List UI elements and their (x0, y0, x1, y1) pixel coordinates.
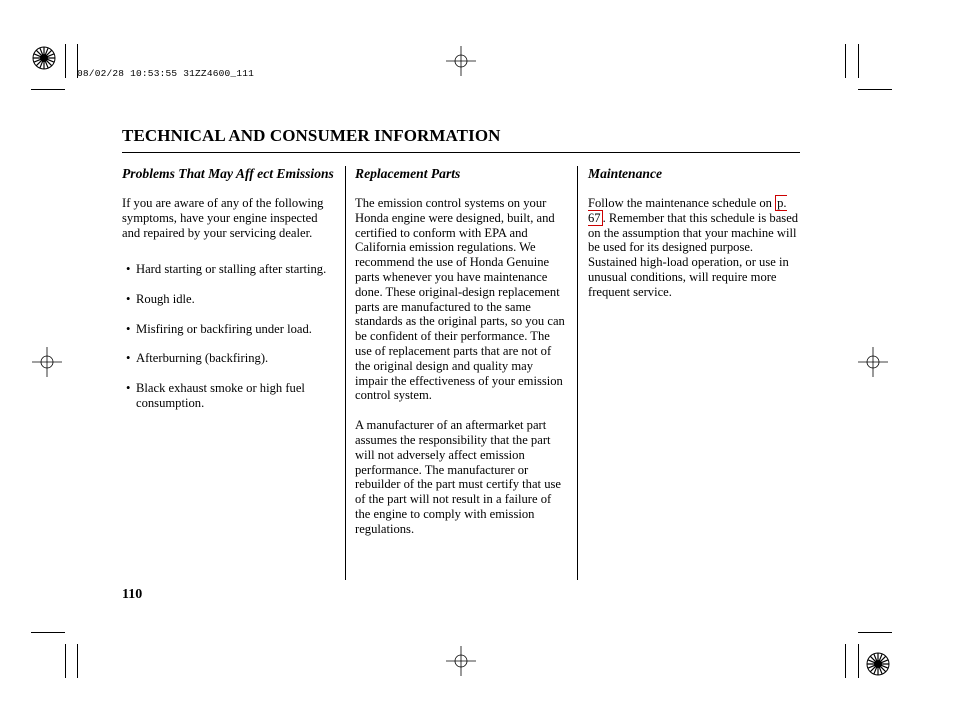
maintenance-text-end: . Remember that this schedule is based on the assumption that your machine will be used for its designed purpose. Sustained high-load operation, or use in unusual conditions, will require more frequent service. (588, 210, 799, 299)
list-item: • Rough idle. (122, 292, 338, 307)
title-rule (122, 152, 800, 153)
symptoms-list (122, 262, 338, 410)
emissions-intro-text: If you are aware of any of the following symptoms, have your engine inspected and repaired by your servicing dealer. (122, 196, 324, 240)
replacement-parts-paragraph-1: The emission control systems on your Honda engine were designed, built, and certified to conform with EPA and California emission regulations. We recommend the use of Honda Genuine parts whenever you have maintenance done. These original-design replacement parts are manufactured to the same standards as the original parts, so you can be confident of their performance. The use of replacement parts that are not of the original design and quality may impair the effectiveness of your emission control system. (355, 196, 565, 403)
list-item: • Black exhaust smoke or high fuel consumption. (122, 381, 338, 411)
registration-mark-bottom-icon (446, 646, 476, 676)
maintenance-text-start: Follow the maintenance schedule on (588, 196, 776, 210)
registration-mark-right-icon (858, 347, 888, 377)
registration-mark-left-icon (32, 347, 62, 377)
page-67-link[interactable]: p. 67 (588, 196, 787, 225)
heading-maintenance: Maintenance (588, 166, 663, 181)
list-item: • Afterburning (backfiring). (122, 351, 338, 366)
column-maintenance (588, 166, 800, 300)
print-stamp: 08/02/28 10:53:55 31ZZ4600_111 (77, 68, 255, 79)
section-title: TECHNICAL AND CONSUMER INFORMATION (122, 126, 501, 145)
maintenance-paragraph (588, 196, 800, 300)
list-item: • Hard starting or stalling after starting. (122, 262, 338, 277)
column-replacement-parts (355, 166, 567, 537)
column-divider-2 (577, 166, 578, 580)
starburst-mark-bottom-right-icon (865, 651, 891, 677)
registration-mark-top-icon (446, 46, 476, 76)
heading-emissions-problems: Problems That May Aff ect Emissions (122, 166, 334, 181)
list-item: • Misfiring or backfiring under load. (122, 322, 338, 337)
starburst-mark-top-left-icon (31, 45, 57, 71)
column-emissions-problems (122, 166, 338, 425)
replacement-parts-paragraph-2: A manufacturer of an aftermarket part assumes the responsibility that the part will not adversely affect emission performance. The manufacturer or rebuilder of the part must certify that use of the part will not result in a failure of the engine to comply with emission regulations. (355, 418, 561, 536)
column-divider-1 (345, 166, 346, 580)
heading-replacement-parts: Replacement Parts (355, 166, 461, 181)
page-number: 110 (122, 587, 143, 602)
